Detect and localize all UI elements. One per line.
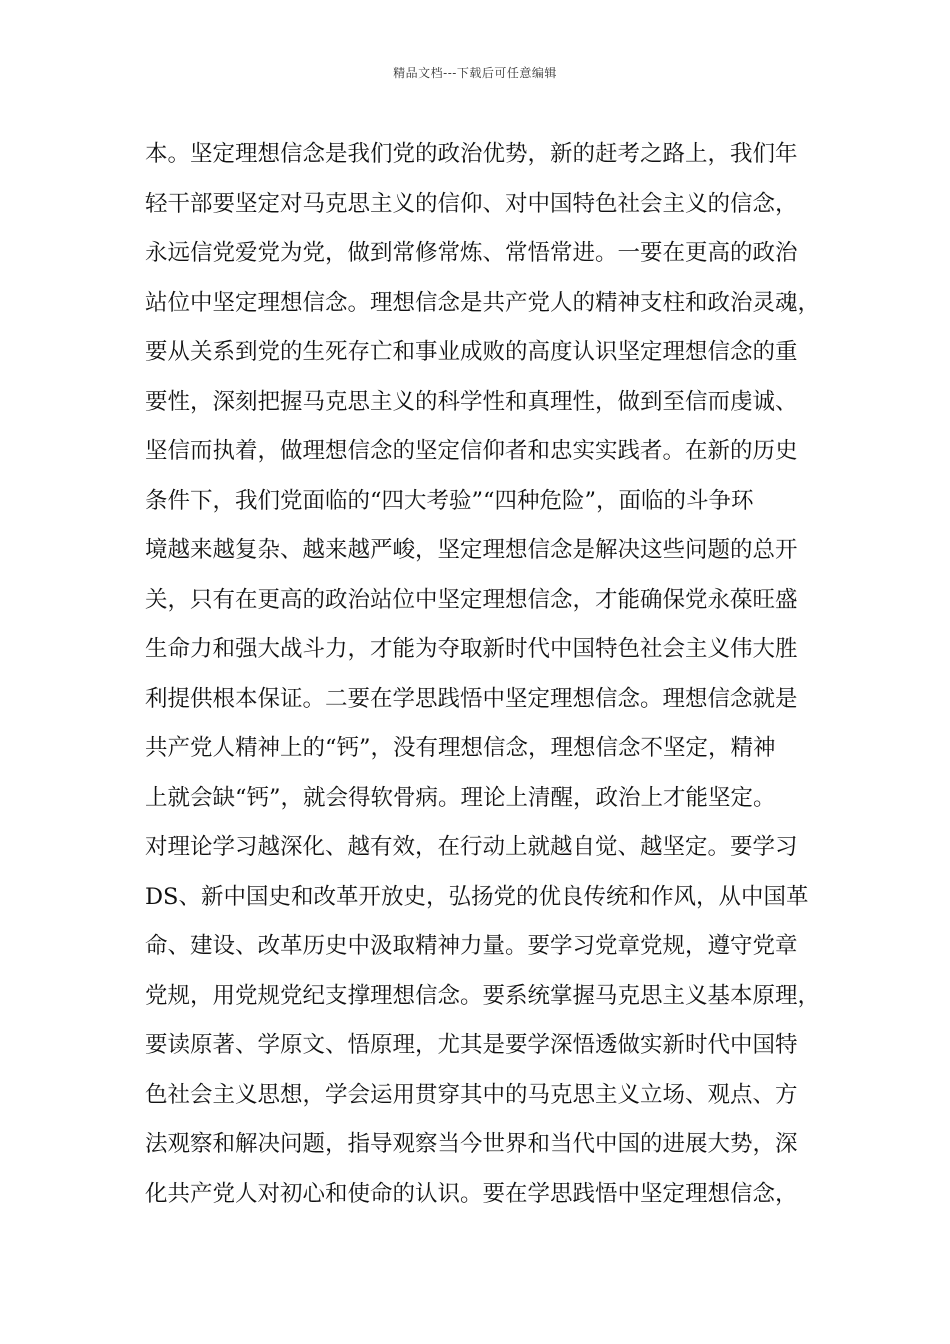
text-line: 要从关系到党的生死存亡和事业成败的高度认识坚定理想信念的重: [145, 339, 798, 365]
text-line: 利提供根本保证。二要在学思践悟中坚定理想信念。理想信念就是: [145, 685, 798, 712]
text-line: 命、建设、改革历史中汲取精神力量。要学习党章党规，遵守党章: [145, 933, 798, 959]
text-line: 法观察和解决问题，指导观察当今世界和当代中国的进展大势，深: [145, 1131, 798, 1157]
text-line: 站位中坚定理想信念。理想信念是共产党人的精神支柱和政治灵魂，: [145, 289, 821, 316]
text-line: 上就会缺“钙”，就会得软骨病。理论上清醒，政治上才能坚定。: [145, 784, 776, 811]
text-line: 化共产党人对初心和使命的认识。要在学思践悟中坚定理想信念，: [145, 1180, 798, 1207]
text-line: 条件下，我们党面临的“四大考验”“四种危险”，面临的斗争环: [145, 487, 754, 514]
text-line: 生命力和强大战斗力，才能为夺取新时代中国特色社会主义伟大胜: [145, 636, 798, 662]
text-line: 关，只有在更高的政治站位中坚定理想信念，才能确保党永葆旺盛: [145, 586, 798, 613]
text-line: 坚信而执着，做理想信念的坚定信仰者和忠实实践者。在新的历史: [145, 438, 798, 464]
text-line: 本。坚定理想信念是我们党的政治优势，新的赶考之路上，我们年: [145, 141, 798, 167]
text-line: 要性，深刻把握马克思主义的科学性和真理性，做到至信而虔诚、: [145, 388, 798, 415]
text-line: 对理论学习越深化、越有效，在行动上就越自觉、越坚定。要学习: [145, 834, 798, 860]
text-line: 色社会主义思想，学会运用贯穿其中的马克思主义立场、观点、方: [145, 1081, 798, 1108]
text-line: 要读原著、学原文、悟原理，尤其是要学深悟透做实新时代中国特: [145, 1032, 798, 1058]
text-line: 共产党人精神上的“钙”，没有理想信念，理想信念不坚定，精神: [145, 735, 776, 761]
document-body: [145, 130, 845, 1219]
text-line: 党规，用党规党纪支撑理想信念。要系统掌握马克思主义基本原理，: [145, 982, 821, 1009]
text-line: 轻干部要坚定对马克思主义的信仰、对中国特色社会主义的信念，: [145, 190, 798, 217]
text-line: DS、新中国史和改革开放史，弘扬党的优良传统和作风，从中国革: [145, 883, 809, 910]
text-line: 境越来越复杂、越来越严峻，坚定理想信念是解决这些问题的总开: [145, 537, 798, 563]
page-header: 精品文档---下载后可任意编辑: [393, 66, 557, 80]
text-line: 永远信党爱党为党，做到常修常炼、常悟常进。一要在更高的政治: [145, 240, 798, 266]
